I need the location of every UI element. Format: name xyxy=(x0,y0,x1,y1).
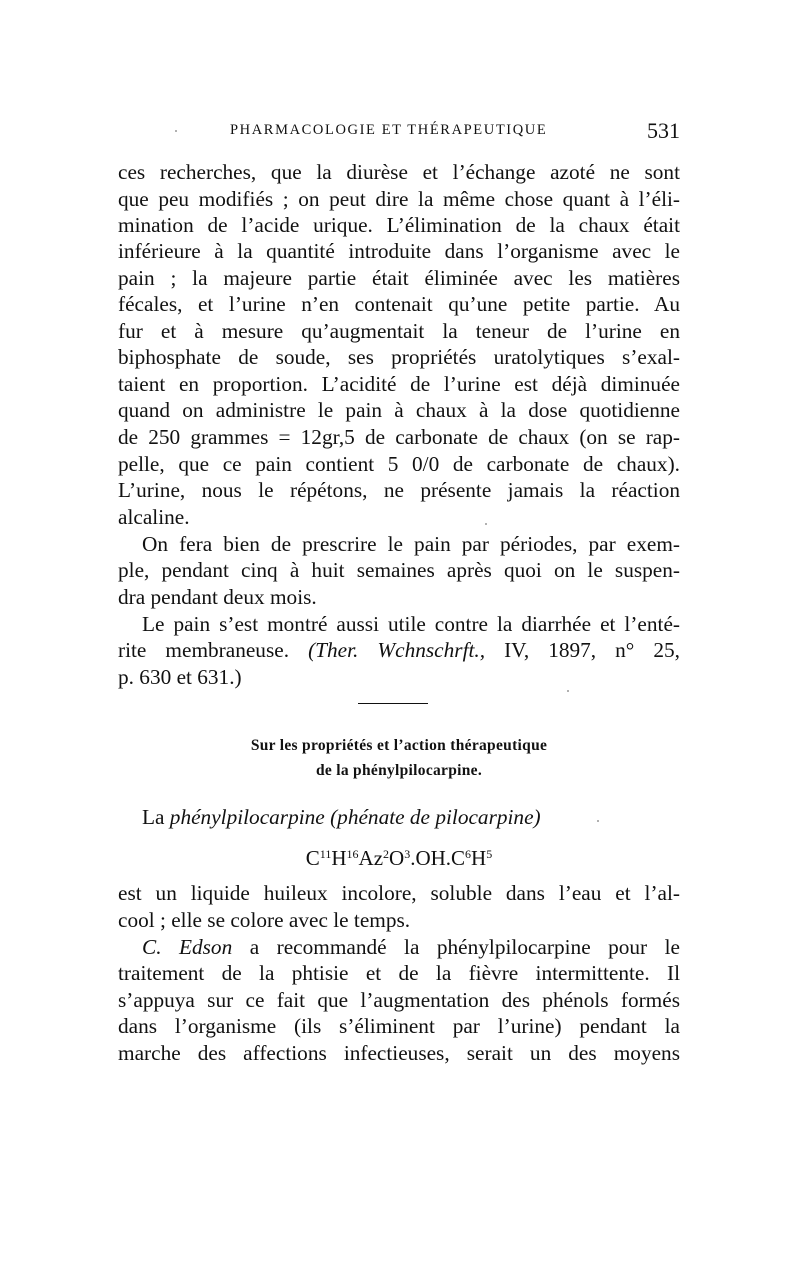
page-number: 531 xyxy=(647,118,680,143)
journal-title: (Ther. Wchnschrft., xyxy=(308,638,486,662)
text-line: dans l’organisme (ils s’éliminent par l’urine) pendant la xyxy=(118,1014,680,1038)
text-line: biphosphate de soude, ses propriétés uratolytiques s’exal- xyxy=(118,345,680,369)
text-line: dra pendant deux mois. xyxy=(118,585,317,609)
section-heading-line-2: de la phénylpilocarpine. xyxy=(315,762,483,779)
running-head xyxy=(118,118,680,148)
compound-name: phénylpilocarpine (phénate de pilocarpine) xyxy=(169,805,541,829)
text-line: de 250 grammes = 12gr,5 de carbonate de chaux (on se rap- xyxy=(118,425,680,449)
text-line: pelle, que ce pain contient 5 0/0 de carbonate de chaux). xyxy=(118,452,680,476)
citation-text: rite membraneuse. xyxy=(118,638,290,662)
text-line: L’urine, nous le répétons, ne présente jamais la réaction xyxy=(118,478,680,502)
text-line: alcaline. xyxy=(118,505,190,529)
running-title: PHARMACOLOGIE ET THÉRAPEUTIQUE xyxy=(230,122,548,138)
section-intro-line xyxy=(142,804,680,831)
paragraph-start-line: C. Edson a recommandé la phénylpilocarpine pour le xyxy=(142,935,680,959)
paper-speck xyxy=(567,690,569,692)
text-line: que peu modifiés ; on peut dire la même chose quant à l’éli- xyxy=(118,187,680,211)
section-separator xyxy=(358,703,428,704)
text-line: cool ; elle se colore avec le temps. xyxy=(118,908,411,932)
text-line: inférieure à la quantité introduite dans l’organisme avec le xyxy=(118,239,680,263)
intro-text: La xyxy=(142,805,170,829)
citation-volume: IV, 1897, n° 25, xyxy=(504,638,680,662)
text-line: ces recherches, que la diurèse et l’échange azoté ne sont xyxy=(118,160,680,184)
text-line: ple, pendant cinq à huit semaines après quoi on le suspen- xyxy=(118,558,680,582)
text-line: s’appuya sur ce fait que l’augmentation des phénols formés xyxy=(118,988,680,1012)
text-line: est un liquide huileux incolore, soluble dans l’eau et l’al- xyxy=(118,881,680,905)
paragraph-start-line: Le pain s’est montré aussi utile contre la diarrhée et l’enté- xyxy=(142,612,680,636)
chemical-formula: $C^{11}H^{16}Az^2O^3.OH.C^6H^5$ xyxy=(305,846,493,870)
text-line: quand on administre le pain à chaux à la dose quotidienne xyxy=(118,398,680,422)
paper-speck xyxy=(175,130,177,132)
section-heading-line-1: Sur les propriétés et l’action thérapeutique xyxy=(250,737,548,754)
text-line: p. 630 et 631.) xyxy=(118,665,242,689)
paper-speck xyxy=(485,523,487,525)
text-line: fécales, et l’urine n’en contenait qu’une petite partie. Au xyxy=(118,292,680,316)
author-name: C. Edson xyxy=(142,935,233,959)
citation-line xyxy=(118,637,680,664)
text-line: pain ; la majeure partie était éliminée avec les matières xyxy=(118,266,680,290)
text-line: traitement de la phtisie et de la fièvre intermittente. Il xyxy=(118,961,680,985)
text-line: mination de l’acide urique. L’élimination de la chaux était xyxy=(118,213,680,237)
paper-speck xyxy=(597,820,599,822)
text-line: taient en proportion. L’acidité de l’urine est déjà diminuée xyxy=(118,372,680,396)
paragraph-start-line: On fera bien de prescrire le pain par périodes, par exem- xyxy=(142,532,680,556)
text-line: fur et à mesure qu’augmentait la teneur de l’urine en xyxy=(118,319,680,343)
text-line: marche des affections infectieuses, serait un des moyens xyxy=(118,1041,680,1065)
